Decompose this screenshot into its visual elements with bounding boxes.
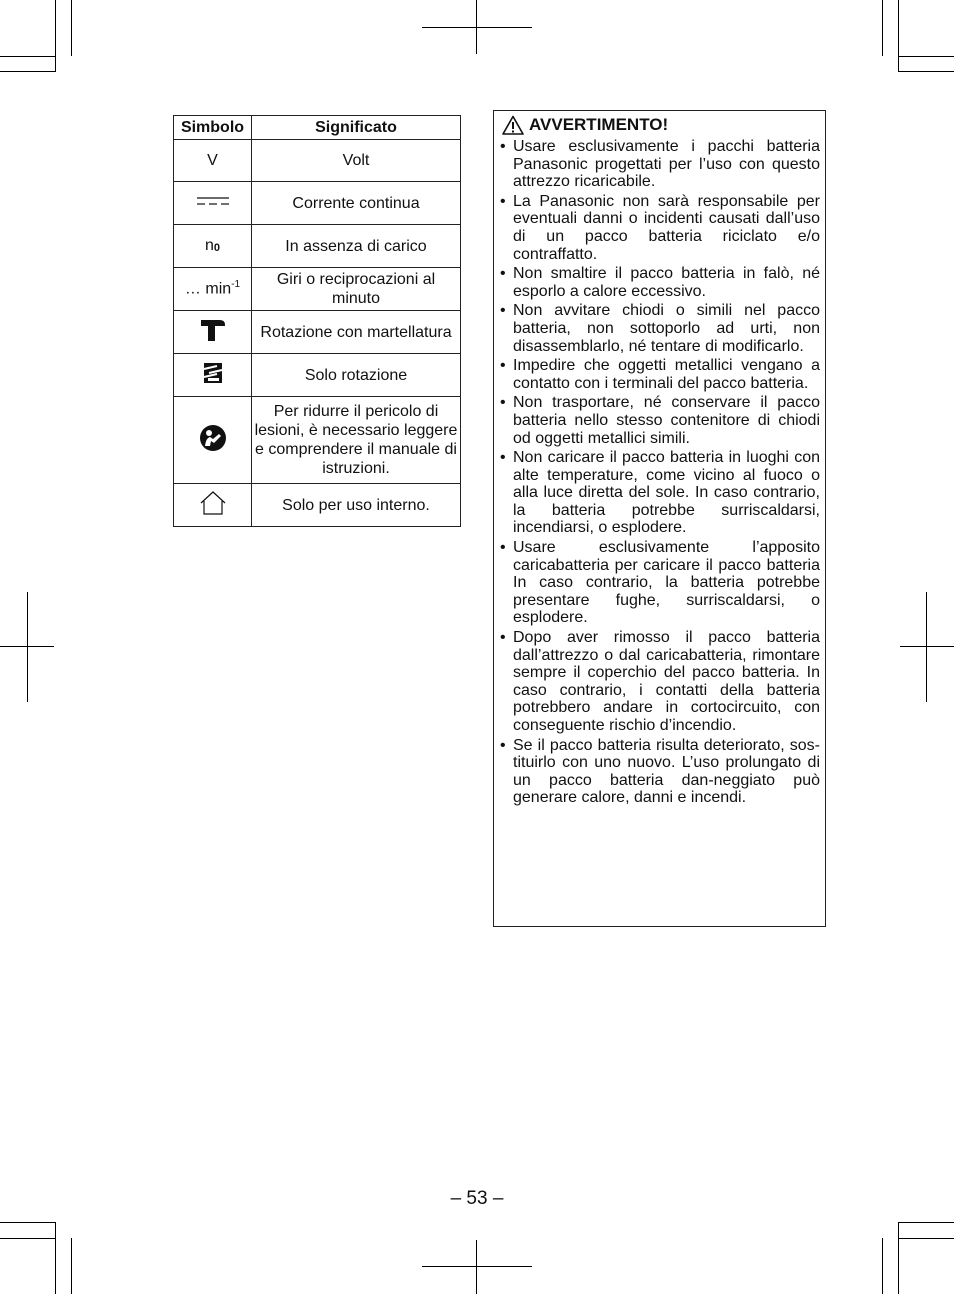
list-item: • Non caricare il pacco batteria in luoghi con alte temperature, come vicino al fuoco o alla luce diretta del sole. In caso contrario, la batteria potrebbe surriscaldarsi, incendiarsi, o esplodere. — [500, 449, 820, 537]
list-item: • Se il pacco batteria risulta deteriorato, sos-tituirlo con uno nuovo. L’uso prolungato di un pacco batteria dan-neggiato può generare calore, danni e incendi. — [500, 736, 820, 807]
direct-current-icon — [196, 195, 230, 207]
table-row — [174, 397, 461, 484]
warning-triangle-icon — [502, 115, 524, 135]
page-number: – 53 – — [450, 1188, 504, 1209]
drill-icon — [201, 361, 225, 385]
list-item: • Impedire che oggetti metallici vengano a contatto con i terminali del pacco batteria. — [500, 357, 820, 392]
meaning-rotation-only: Solo rotazione — [252, 354, 461, 397]
list-item: • Non smaltire il pacco batteria in falò, né esporlo a calore eccessivo. — [500, 265, 820, 300]
read-manual-icon — [199, 424, 227, 452]
header-symbol: Simbolo — [174, 116, 252, 140]
symbol-per-minute: … $\min^{-1}$ — [174, 268, 252, 311]
indoor-house-icon — [199, 490, 227, 516]
list-item: • Non avvitare chiodi o simili nel pacco batteria, non sottoporlo ad urti, non disassemblarlo, né tentare di modificarlo. — [500, 302, 820, 355]
table-row — [174, 354, 461, 397]
table-row — [174, 140, 461, 182]
warning-box — [493, 110, 826, 927]
meaning-per-minute: Giri o reciprocazioni al minuto — [252, 268, 461, 311]
list-item: • Dopo aver rimosso il pacco batteria dall’attrezzo o dal caricabatteria, rimontare sempre il coperchio del pacco batteria. In caso contrario, i contatti della batteria potrebbero andare in cortocircuito, con conseguente rischio d’incendio. — [500, 629, 820, 734]
meaning-volt: Volt — [252, 140, 461, 182]
meaning-read-manual: Per ridurre il pericolo di lesioni, è necessario leggere e comprendere il manuale di istruzioni. — [252, 397, 461, 484]
meaning-no-load: In assenza di carico — [252, 225, 461, 268]
list-item: • La Panasonic non sarà responsabile per eventuali danni o incidenti causati dall’uso di un pacco batteria riciclato e/o contraffatto. — [500, 192, 820, 263]
warning-title: AVVERTIMENTO! — [529, 115, 669, 134]
symbol-table — [173, 115, 461, 527]
table-row — [174, 182, 461, 225]
symbol-no-load: n0 — [174, 225, 252, 268]
warning-header — [502, 115, 668, 135]
symbol-volt: V — [174, 140, 252, 182]
list-item: • Usare esclusivamente i pacchi batteria Panasonic progettati per l’uso con questo attrezzo ricaricabile. — [500, 138, 820, 191]
warning-list — [499, 138, 820, 809]
header-meaning: Significato — [252, 116, 461, 140]
table-row — [174, 225, 461, 268]
list-item: • Usare esclusivamente l’apposito caricabatteria per caricare il pacco batteria In caso contrario, la batteria potrebbe presentare fughe, surriscaldarsi, o esplodere. — [500, 539, 820, 627]
table-row — [174, 484, 461, 527]
meaning-hammer-rotation: Rotazione con martellatura — [252, 311, 461, 354]
table-row — [174, 268, 461, 311]
meaning-direct-current: Corrente continua — [252, 182, 461, 225]
hammer-icon — [200, 318, 226, 342]
list-item: • Non trasportare, né conservare il pacco batteria nello stesso contenitore di chiodi od oggetti metallici simili. — [500, 394, 820, 447]
table-header-row — [174, 116, 461, 140]
meaning-indoor-only: Solo per uso interno. — [252, 484, 461, 527]
table-row — [174, 311, 461, 354]
